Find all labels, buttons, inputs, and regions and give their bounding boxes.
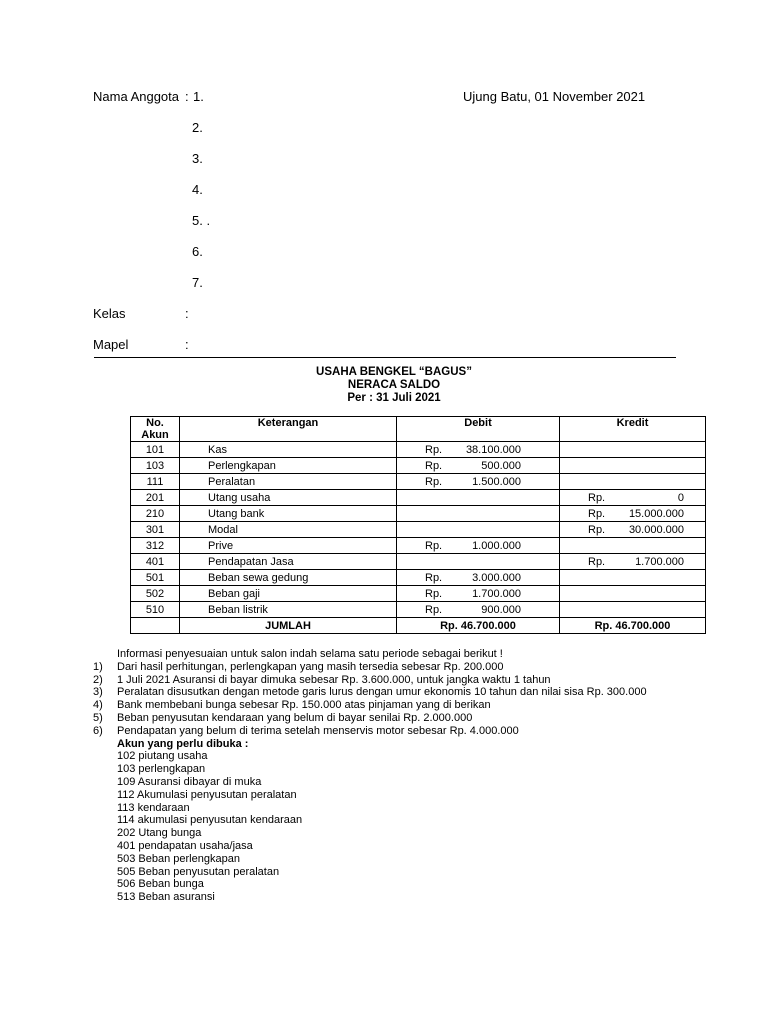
currency-label: Rp. — [425, 587, 443, 600]
member-4: 4. — [192, 182, 203, 197]
debit-cell — [397, 570, 560, 586]
report-title: NERACA SALDO — [347, 379, 441, 391]
account-item: 103 perlengkapan — [117, 763, 206, 776]
account-item: 112 Akumulasi penyusutan peralatan — [117, 788, 297, 801]
member-1: 1. — [193, 89, 204, 104]
member-3: 3. — [192, 151, 203, 166]
amount-value: 500.000 — [481, 459, 521, 472]
debit-cell — [397, 490, 560, 506]
account-description — [180, 538, 397, 554]
accounts-title: Akun yang perlu dibuka : — [117, 737, 249, 750]
account-number — [131, 458, 180, 474]
account-item: 401 pendapatan usaha/jasa — [117, 839, 253, 852]
kredit-cell — [560, 474, 706, 490]
kredit-cell — [560, 490, 706, 506]
adjustment-text: Bank membebani bunga sebesar Rp. 150.000 atas pinjaman yang di berikan — [117, 699, 491, 712]
adjustment-number: 6) — [93, 724, 103, 737]
account-description — [180, 458, 397, 474]
currency-label: Rp. — [425, 603, 443, 616]
account-number — [131, 570, 180, 586]
nama-anggota-label: Nama Anggota — [93, 89, 180, 104]
currency-label: Rp. — [588, 507, 606, 520]
table-row — [131, 554, 706, 570]
account-description-text: Utang bank — [208, 507, 265, 520]
account-number-text: 301 — [145, 523, 165, 536]
adjustment-item — [93, 699, 675, 712]
account-number-text: 201 — [145, 491, 165, 504]
member-7: 7. — [192, 275, 203, 290]
account-number-text: 103 — [145, 459, 165, 472]
total-label: JUMLAH — [180, 618, 397, 634]
account-number-text: 401 — [145, 555, 165, 568]
amount-value: 3.000.000 — [472, 571, 521, 584]
account-description-text: Kas — [208, 443, 227, 456]
member-2: 2. — [192, 120, 203, 135]
adjustment-number: 4) — [93, 699, 103, 712]
adjustment-number: 5) — [93, 711, 103, 724]
company-title: USAHA BENGKEL “BAGUS” — [316, 366, 472, 378]
header-kredit: Kredit — [560, 417, 706, 442]
table-row — [131, 570, 706, 586]
adjustment-text: Pendapatan yang belum di terima setelah menservis motor sebesar Rp. 4.000.000 — [117, 724, 519, 737]
account-item: 506 Beban bunga — [117, 878, 204, 891]
kredit-cell — [560, 442, 706, 458]
account-description-text: Beban sewa gedung — [208, 571, 309, 584]
nama-colon: : — [185, 89, 189, 104]
account-description — [180, 554, 397, 570]
mapel-colon: : — [185, 337, 189, 352]
header-keterangan: Keterangan — [180, 417, 397, 442]
account-description-text: Pendapatan Jasa — [208, 555, 294, 568]
adjustment-item — [93, 661, 675, 674]
report-date: Per : 31 Juli 2021 — [347, 392, 441, 404]
account-description-text: Peralatan — [208, 475, 256, 488]
account-number-text: 510 — [145, 603, 165, 616]
table-row — [131, 474, 706, 490]
account-number-text: 502 — [145, 587, 165, 600]
table-row — [131, 538, 706, 554]
account-number — [131, 602, 180, 618]
amount-value: 1.700.000 — [635, 555, 684, 568]
kredit-cell — [560, 570, 706, 586]
adjustment-item — [93, 712, 675, 725]
account-item: 113 kendaraan — [117, 801, 190, 814]
account-number — [131, 586, 180, 602]
account-description — [180, 490, 397, 506]
kredit-cell — [560, 538, 706, 554]
table-row — [131, 458, 706, 474]
account-number-text: 210 — [145, 507, 165, 520]
table-body — [131, 442, 706, 634]
account-item: 202 Utang bunga — [117, 827, 202, 840]
account-number — [131, 522, 180, 538]
amount-value: 38.100.000 — [465, 443, 521, 456]
account-item: 503 Beban perlengkapan — [117, 852, 240, 865]
adjustment-number: 3) — [93, 686, 103, 699]
debit-cell — [397, 586, 560, 602]
account-number-text: 501 — [145, 571, 165, 584]
table-row — [131, 522, 706, 538]
debit-cell — [397, 554, 560, 570]
amount-value: 900.000 — [481, 603, 521, 616]
kredit-cell — [560, 554, 706, 570]
account-number — [131, 442, 180, 458]
total-empty — [131, 618, 180, 634]
account-description-text: Beban listrik — [208, 603, 268, 616]
account-number — [131, 554, 180, 570]
account-description — [180, 522, 397, 538]
debit-cell — [397, 538, 560, 554]
member-5: 5. . — [192, 213, 211, 228]
adjustment-number: 2) — [93, 673, 103, 686]
adjustment-number: 1) — [93, 660, 103, 673]
currency-label: Rp. — [425, 539, 443, 552]
debit-cell — [397, 442, 560, 458]
amount-value: 1.700.000 — [472, 587, 521, 600]
mapel-label: Mapel — [93, 337, 129, 352]
account-number — [131, 506, 180, 522]
table-header-row — [131, 417, 706, 442]
amount-value: 1.000.000 — [472, 539, 521, 552]
currency-label: Rp. — [425, 571, 443, 584]
kelas-colon: : — [185, 306, 189, 321]
amount-value: 15.000.000 — [628, 507, 684, 520]
info-intro: Informasi penyesuaian untuk salon indah selama satu periode sebagai berikut ! — [117, 648, 503, 660]
debit-cell — [397, 522, 560, 538]
kredit-cell — [560, 458, 706, 474]
currency-label: Rp. — [588, 491, 606, 504]
account-description-text: Modal — [208, 523, 238, 536]
account-number-text: 111 — [146, 475, 164, 488]
kredit-cell — [560, 586, 706, 602]
account-description — [180, 570, 397, 586]
adjustment-text: 1 Juli 2021 Asuransi di bayar dimuka sebesar Rp. 3.600.000, untuk jangka waktu 1 tahun — [117, 673, 551, 686]
adjustment-info — [93, 648, 675, 904]
member-6: 6. — [192, 244, 203, 259]
accounts-list — [93, 750, 675, 904]
header-no-akun: No. Akun — [131, 417, 180, 442]
debit-cell — [397, 506, 560, 522]
table-row — [131, 602, 706, 618]
place-date: Ujung Batu, 01 November 2021 — [463, 89, 646, 104]
account-description — [180, 586, 397, 602]
header-debit: Debit — [397, 417, 560, 442]
adjustment-item — [93, 686, 675, 699]
account-number-text: 312 — [145, 539, 165, 552]
currency-label: Rp. — [425, 475, 443, 488]
currency-label: Rp. — [588, 523, 606, 536]
adjustment-item — [93, 725, 675, 738]
account-description — [180, 442, 397, 458]
kelas-label: Kelas — [93, 306, 126, 321]
total-kredit: Rp. 46.700.000 — [560, 618, 706, 634]
account-item: 102 piutang usaha — [117, 750, 208, 763]
adjustment-text: Peralatan disusutkan dengan metode garis lurus dengan umur ekonomis 10 tahun dan nilai sisa Rp. 300.000 — [117, 686, 647, 699]
currency-label: Rp. — [588, 555, 606, 568]
adjustment-list — [93, 661, 675, 738]
adjustment-text: Dari hasil perhitungan, perlengkapan yang masih tersedia sebesar Rp. 200.000 — [117, 660, 504, 673]
account-number — [131, 538, 180, 554]
amount-value: 1.500.000 — [472, 475, 521, 488]
kredit-cell — [560, 602, 706, 618]
currency-label: Rp. — [425, 459, 443, 472]
account-description-text: Perlengkapan — [208, 459, 276, 472]
header-divider — [94, 357, 676, 358]
account-description — [180, 506, 397, 522]
account-item: 513 Beban asuransi — [117, 891, 215, 904]
account-description-text: Prive — [208, 539, 234, 552]
table-row — [131, 506, 706, 522]
amount-value: 30.000.000 — [628, 523, 684, 536]
currency-label: Rp. — [425, 443, 443, 456]
adjustment-text: Beban penyusutan kendaraan yang belum di bayar senilai Rp. 2.000.000 — [117, 711, 473, 724]
account-description — [180, 474, 397, 490]
debit-cell — [397, 602, 560, 618]
kredit-cell — [560, 506, 706, 522]
account-number-text: 101 — [145, 443, 165, 456]
trial-balance-table — [130, 416, 706, 634]
account-item: 114 akumulasi penyusutan kendaraan — [117, 814, 303, 827]
debit-cell — [397, 474, 560, 490]
account-item: 505 Beban penyusutan peralatan — [117, 865, 280, 878]
total-debit: Rp. 46.700.000 — [397, 618, 560, 634]
adjustment-item — [93, 674, 675, 687]
account-description — [180, 602, 397, 618]
account-description-text: Beban gaji — [208, 587, 260, 600]
table-row — [131, 586, 706, 602]
kredit-cell — [560, 522, 706, 538]
account-item: 109 Asuransi dibayar di muka — [117, 775, 262, 788]
account-description-text: Utang usaha — [208, 491, 271, 504]
table-row — [131, 490, 706, 506]
table-row — [131, 442, 706, 458]
account-number — [131, 474, 180, 490]
amount-value: 0 — [677, 491, 684, 504]
debit-cell — [397, 458, 560, 474]
total-row — [131, 618, 706, 634]
account-number — [131, 490, 180, 506]
